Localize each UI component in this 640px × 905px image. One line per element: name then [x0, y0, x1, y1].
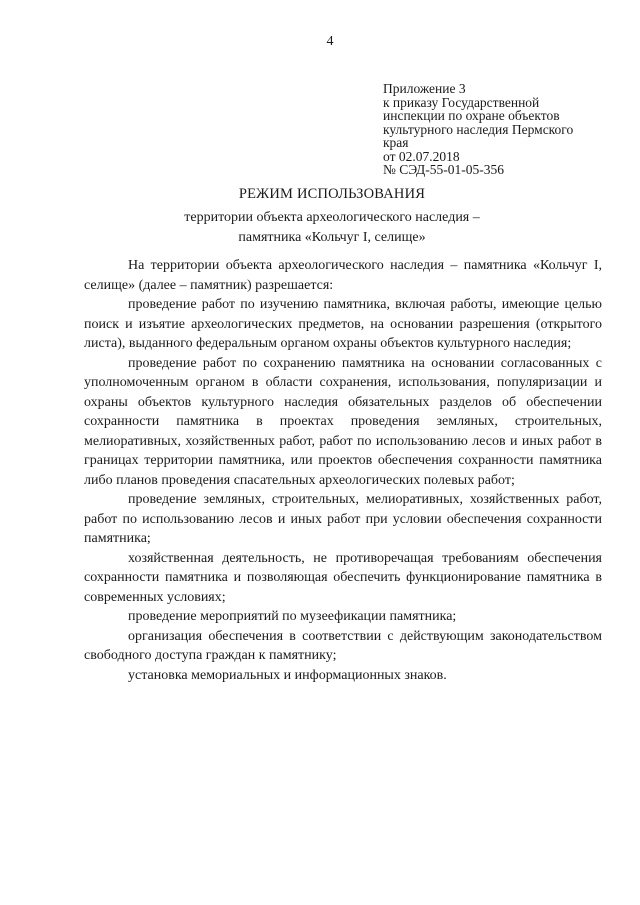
body-paragraph: На территории объекта археологического наследия – памятника «Кольчуг I, селище» (далее – памятник) разрешается:	[84, 258, 602, 293]
page-number: 4	[326, 34, 334, 49]
appendix-date: от 02.07.2018	[383, 148, 460, 164]
appendix-reference	[383, 82, 623, 177]
body-paragraph: проведение работ по сохранению памятника на основании согласованных с уполномоченным органом в области сохранения, использования, популяризации и охраны объектов культурного наследия обязательных разделов об обеспечении сохранности памятника в проектах проведения земляных, строительных, мелиоративных, хозяйственных работ, работ по использованию лесов и иных работ в границах территории памятника, или проектов обеспечения сохранности памятника либо планов проведения спасательных археологических полевых работ;	[84, 355, 602, 488]
body-paragraph: организация обеспечения в соответствии с действующим законодательством свободного доступа граждан к памятнику;	[84, 628, 602, 663]
subtitle-line: памятника «Кольчуг I, селище»	[238, 230, 426, 245]
appendix-line: инспекции по охране объектов	[383, 108, 560, 123]
subtitle-line: территории объекта археологического наследия –	[184, 210, 480, 225]
appendix-line: края	[383, 135, 409, 150]
body-paragraph: установка мемориальных и информационных знаков.	[128, 667, 447, 683]
body-paragraph: проведение мероприятий по музеефикации памятника;	[128, 609, 457, 624]
document-title: РЕЖИМ ИСПОЛЬЗОВАНИЯ	[238, 186, 426, 202]
appendix-line: к приказу Государственной	[383, 94, 540, 110]
document-subtitle	[12, 208, 640, 248]
appendix-line: Приложение 3	[383, 81, 466, 96]
appendix-line: культурного наследия Пермского	[383, 121, 574, 137]
body-paragraph: проведение земляных, строительных, мелиоративных, хозяйственных работ, работ по использованию лесов и иных работ при условии обеспечения сохранности памятника;	[84, 492, 602, 546]
body-paragraph: хозяйственная деятельность, не противоречащая требованиям обеспечения сохранности памятника и позволяющая обеспечить функционирование памятника в современных условиях;	[84, 550, 602, 605]
body-paragraph: проведение работ по изучению памятника, включая работы, имеющие целью поиск и изъятие археологических предметов, на основании разрешения (открытого листа), выданного федеральным органом охраны объектов культурного наследия;	[84, 297, 602, 351]
appendix-order-number: № СЭД-55-01-05-356	[383, 162, 504, 177]
document-body	[84, 256, 602, 685]
